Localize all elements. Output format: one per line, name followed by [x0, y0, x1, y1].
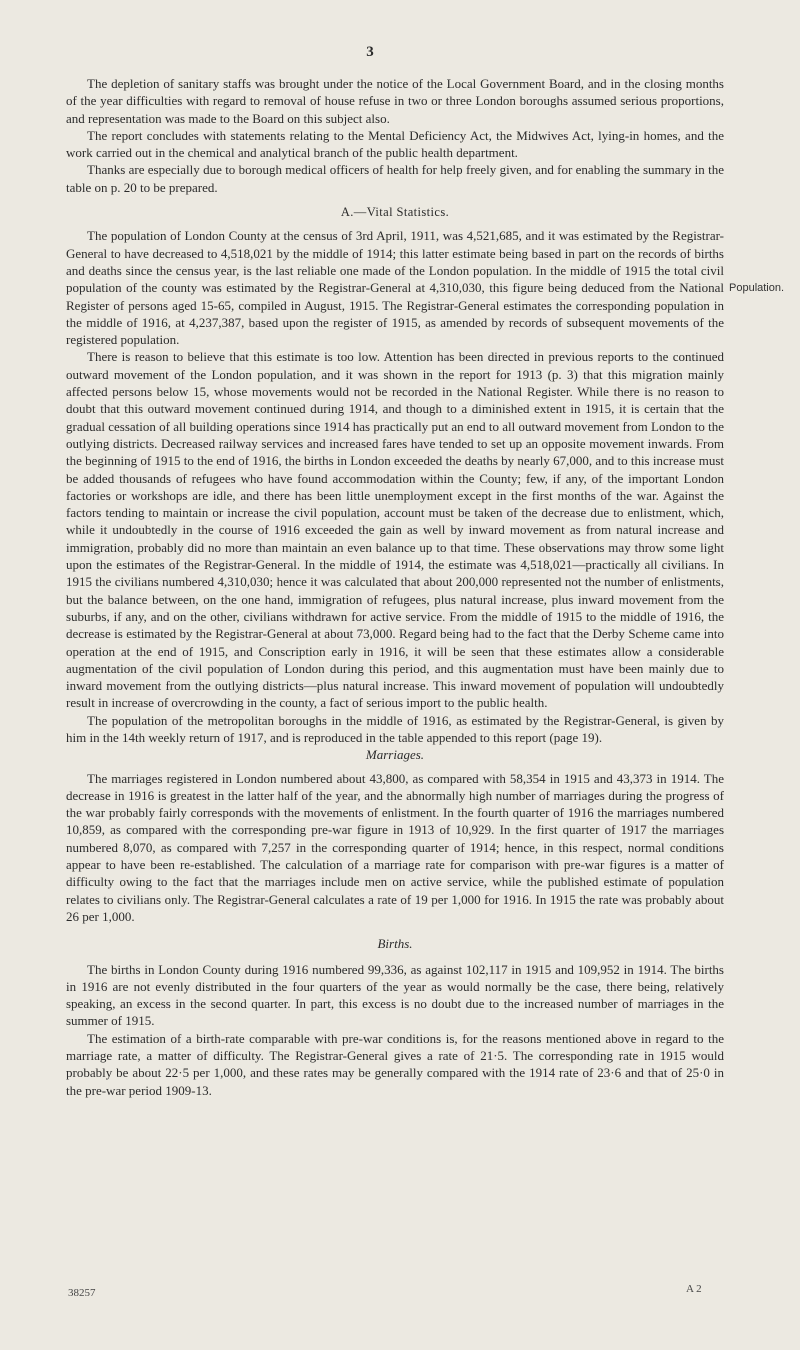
page-number: 3	[366, 44, 374, 60]
margin-note-population: Population.	[729, 282, 785, 294]
paragraph-sanitary-staffs: The depletion of sanitary staffs was brought under the notice of the Local Government Board, and in the closing months of the year difficulties with regard to removal of house refuse in two or three London boroughs assumed serious proportions, and representation was made to the Board on this subject also.	[66, 76, 724, 126]
marriages-heading: Marriages.	[365, 747, 425, 763]
section-title: A.—Vital Statistics.	[340, 205, 450, 220]
paragraph-report-concludes: The report concludes with statements relating to the Mental Deficiency Act, the Midwives Act, lying-in homes, and the work carried out in the chemical and analytical branch of the public health department.	[66, 127, 724, 161]
paragraph-marriages: The marriages registered in London numbered about 43,800, as compared with 58,354 in 1915 and 43,373 in 1914. The decrease in 1916 is greatest in the latter half of the year, and the abnormally high number of marriages during the progress of the war probably fairly corresponds with the movements of enlistment. In the fourth quarter of 1916 the marriages numbered 10,859, as compared with the corresponding pre-war figure in 1913 of 10,929. In the first quarter of 1917 the marriages numbered 8,070, as compared with 7,257 in the corresponding quarter of 1914; hence, in this respect, normal conditions appear to have been re-established. The calculation of a marriage rate for comparison with pre-war figures is a matter of difficulty owing to the fact that the marriages include men on active service, while the published estimate of population relates to civilians only. The Registrar-General calculates a rate of 19 per 1,000 for 1916. In 1915 the rate was probably about 26 per 1,000.	[66, 770, 724, 924]
paragraph-population-boroughs: The population of the metropolitan boroughs in the middle of 1916, as estimated by the Registrar-General, is given by him in the 14th weekly return of 1917, and is reproduced in the table appended to this report (page 19).	[66, 712, 724, 745]
paragraph-birth-rate: The estimation of a birth-rate comparable with pre-war conditions is, for the reasons mentioned above in regard to the marriage rate, a matter of difficulty. The Registrar-General gives a rate of 21·5. The corresponding rate in 1915 would probably be about 22·5 per 1,000, and these rates may be generally compared with the 1914 rate of 23·6 and that of 25·0 in the pre-war period 1909-13.	[66, 1030, 724, 1098]
document-body	[66, 75, 724, 1099]
print-code: 38257	[68, 1287, 96, 1299]
paragraph-births: The births in London County during 1916 numbered 99,336, as against 102,117 in 1915 and 109,952 in 1914. The births in 1916 are not evenly distributed in the four quarters of the year as would normally be the case, there being, relatively speaking, an excess in the second quarter. In part, this excess is no doubt due to the increased number of marriages in the summer of 1915.	[66, 961, 724, 1029]
births-heading: Births.	[377, 936, 413, 952]
paragraph-population-estimate: There is reason to believe that this estimate is too low. Attention has been directed in previous reports to the continued outward movement of the London population, and it was shown in the report for 1913 (p. 3) that this migration mainly affected persons below 15, whose movements would not be recorded in the National Register. While there is no reason to doubt that this outward movement continued during 1914, and though to a diminished extent in 1915, it is certain that the gradual cessation of all building operations since 1914 has practically put an end to all outward movement from London to the outlying districts. Decreased railway services and increased fares have tended to set up an opposite movement inwards. From the beginning of 1915 to the end of 1916, the births in London exceeded the deaths by nearly 67,000, and to this increase must be added thousands of refugees who have found accommodation within the County; few, if any, of the important London factories or workshops are idle, and there has been little unemployment except in the first months of the war. Against the factors tending to maintain or increase the civil population, account must be taken of the decrease due to enlistment, which, while it undoubtedly in the course of 1916 exceeded the gain as well by inward movement as from natural increase and immigration, probably did no more than maintain an even balance up to that time. These observations may throw some light upon the estimates of the Registrar-General. In the middle of 1914, the estimate was 4,518,021—practically all civilians. In 1915 the civilians numbered 4,310,030; hence it was calculated that about 200,000 represented not the number of enlistments, but the balance between, on the one hand, immigration of refugees, plus natural increase, plus inward movement from the suburbs, if any, and on the other, civilians withdrawn for active service. From the middle of 1915 to the middle of 1916, the decrease is estimated by the Registrar-General at about 73,000. Regard being had to the fact that the Derby Scheme came into operation at the end of 1915, and Conscription early in 1916, it will be seen that these estimates allow a considerable augmentation of the civil population of London during this period, and this augmentation must have been mainly due to inward movement from the outlying districts—plus natural increase. This inward movement of population will undoubtedly result in increase of overcrowding in the county, a fact of serious import to the public health.	[66, 349, 724, 711]
signature-mark: A 2	[686, 1283, 702, 1295]
paragraph-thanks: Thanks are especially due to borough medical officers of health for help freely given, and for enabling the summary in the table on p. 20 to be prepared.	[66, 162, 724, 195]
paragraph-population-census: The population of London County at the census of 3rd April, 1911, was 4,521,685, and it was estimated by the Registrar-General to have decreased to 4,518,021 by the middle of 1914; this latter estimate being based in part on the records of births and deaths since the census year, is the last reliable one made of the London population. In the middle of 1915 the total civil population of the county was estimated by the Registrar-General at 4,310,030, this figure being deduced from the National Register of persons aged 15-65, compiled in August, 1915. The Registrar-General estimates the corresponding population in the middle of 1916, at 4,237,387, based upon the register of 1915, as amended by records of subsequent movements of the registered population.	[66, 228, 724, 348]
